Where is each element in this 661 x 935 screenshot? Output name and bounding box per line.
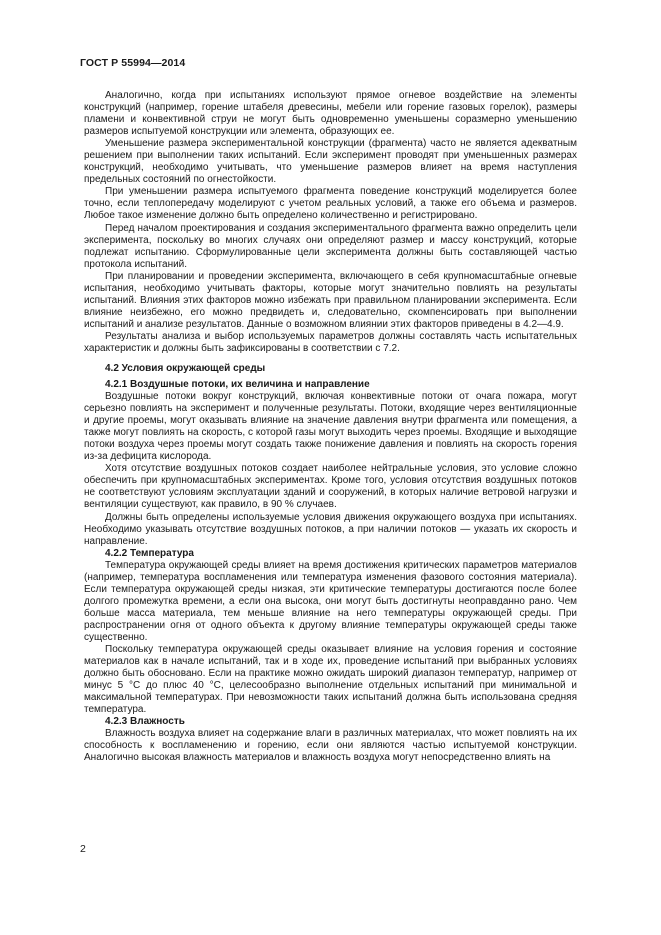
document-body [84,90,577,764]
paragraph-4-2-3-1: Влажность воздуха влияет на содержание влаги в различных материалах, что может повлиять на их способность к воспламенению и горению, если они являются частью испытуемой конструкции. Аналогично высокая влажность материалов и влажность воздуха могут непосредственно влиять на [84,728,577,764]
page-number: 2 [80,843,86,855]
section-heading-4-2: 4.2 Условия окружающей среды [105,363,266,375]
paragraph-4-2-1-1: Воздушные потоки вокруг конструкций, включая конвективные потоки от очага пожара, могут серьезно повлиять на эксперимент и полученные результаты. Потоки, входящие через вентиляционные и другие проемы, могут оказывать влияние на значение давления внутри фрагмента или помещения, а также могут повлиять на скорость, с которой газы могут выходить через проемы. Входящие и выходящие потоки воздуха через проемы могут создать также понижение давления и повлиять на скорость горения из-за дефицита кислорода. [84,391,577,463]
paragraph-intro-6: Результаты анализа и выбор используемых параметров должны составлять часть испытательных характеристик и должны быть зафиксированы в соответствии с 7.2. [84,330,577,354]
paragraph-intro-5: При планировании и проведении эксперимента, включающего в себя крупномасштабные огневые испытания, необходимо учитывать факторы, которые могут значительно повлиять на результаты испытаний. Влияния этих факторов можно избежать при правильном планировании эксперимента. Если влияние неизбежно, его можно предвидеть и, следовательно, скомпенсировать при выполнении испытаний и анализе результатов. Данные о возможном влиянии этих факторов приведены в 4.2—4.9. [84,270,577,330]
paragraph-4-2-1-3: Должны быть определены используемые условия движения окружающего воздуха при испытаниях. Необходимо указывать отсутствие воздушных потоков, а при наличии потоков — указать их скорость и направление. [84,511,577,547]
paragraph-intro-2: Уменьшение размера экспериментальной конструкции (фрагмента) часто не является адекватным решением при выполнении таких испытаний. Если эксперимент проводят при уменьшенных размерах конструкций, необходимо учитывать, что уменьшение размеров влияет на время наступления предельных состояний по огнестойкости. [84,138,577,186]
subsection-heading-4-2-1: 4.2.1 Воздушные потоки, их величина и направление [105,379,370,391]
subsection-heading-4-2-2: 4.2.2 Температура [105,547,194,559]
paragraph-intro-4: Перед началом проектирования и создания экспериментального фрагмента важно определить цели эксперимента, поскольку во многих случаях они определяют размер и массу конструкций, которые подлежат испытанию. Сформулированные цели эксперимента должны быть составляющей частью протокола испытаний. [84,222,577,270]
paragraph-intro-3: При уменьшении размера испытуемого фрагмента поведение конструкций моделируется более точно, если теплопередачу моделируют с учетом реальных условий, а также его объема и размеров. Любое такое изменение должно быть определено количественно и регистрировано. [84,186,577,222]
paragraph-intro-1: Аналогично, когда при испытаниях используют прямое огневое воздействие на элементы конструкций (например, горение штабеля древесины, мебели или горение газовых горелок), размеры пламени и конвективной струи не могут быть одновременно уменьшены соразмерно уменьшению размеров испытуемой конструкции или элемента, образующих ее. [84,90,577,138]
subsection-heading-4-2-3: 4.2.3 Влажность [105,716,185,728]
paragraph-4-2-1-2: Хотя отсутствие воздушных потоков создает наиболее нейтральные условия, это условие сложно обеспечить при крупномасштабных экспериментах. Кроме того, условия отсутствия воздушных потоков не соответствуют условиям эксплуатации зданий и сооружений, в которых наличие ветровой нагрузки и вентиляции существуют, как правило, в 90 % случаев. [84,463,577,511]
paragraph-4-2-2-1: Температура окружающей среды влияет на время достижения критических параметров материалов (например, температура воспламенения или температура изменения фазового состояния материала). Если температура окружающей среды низкая, эти критические температуры достигаются после более долгого промежутка времени, а если она высока, они могут быть достигнуты неоправданно рано. Чем больше масса материала, тем меньше влияние на него температуры окружающей среды. При распространении огня от одного объекта к другому влияние температуры окружающей среды также существенно. [84,559,577,643]
document-standard-header: ГОСТ Р 55994—2014 [80,57,186,69]
paragraph-4-2-2-2: Поскольку температура окружающей среды оказывает влияние на условия горения и состояние материалов как в начале испытаний, так и в ходе их, проведение испытаний при выбранных условиях должно быть обосновано. Если на практике можно ожидать широкий диапазон температур, например от минус 5 °C до плюс 40 °C, целесообразно выполнение отдельных испытаний при минимальной и максимальной температурах. При невозможности таких испытаний должна быть использована средняя температура. [84,643,577,716]
